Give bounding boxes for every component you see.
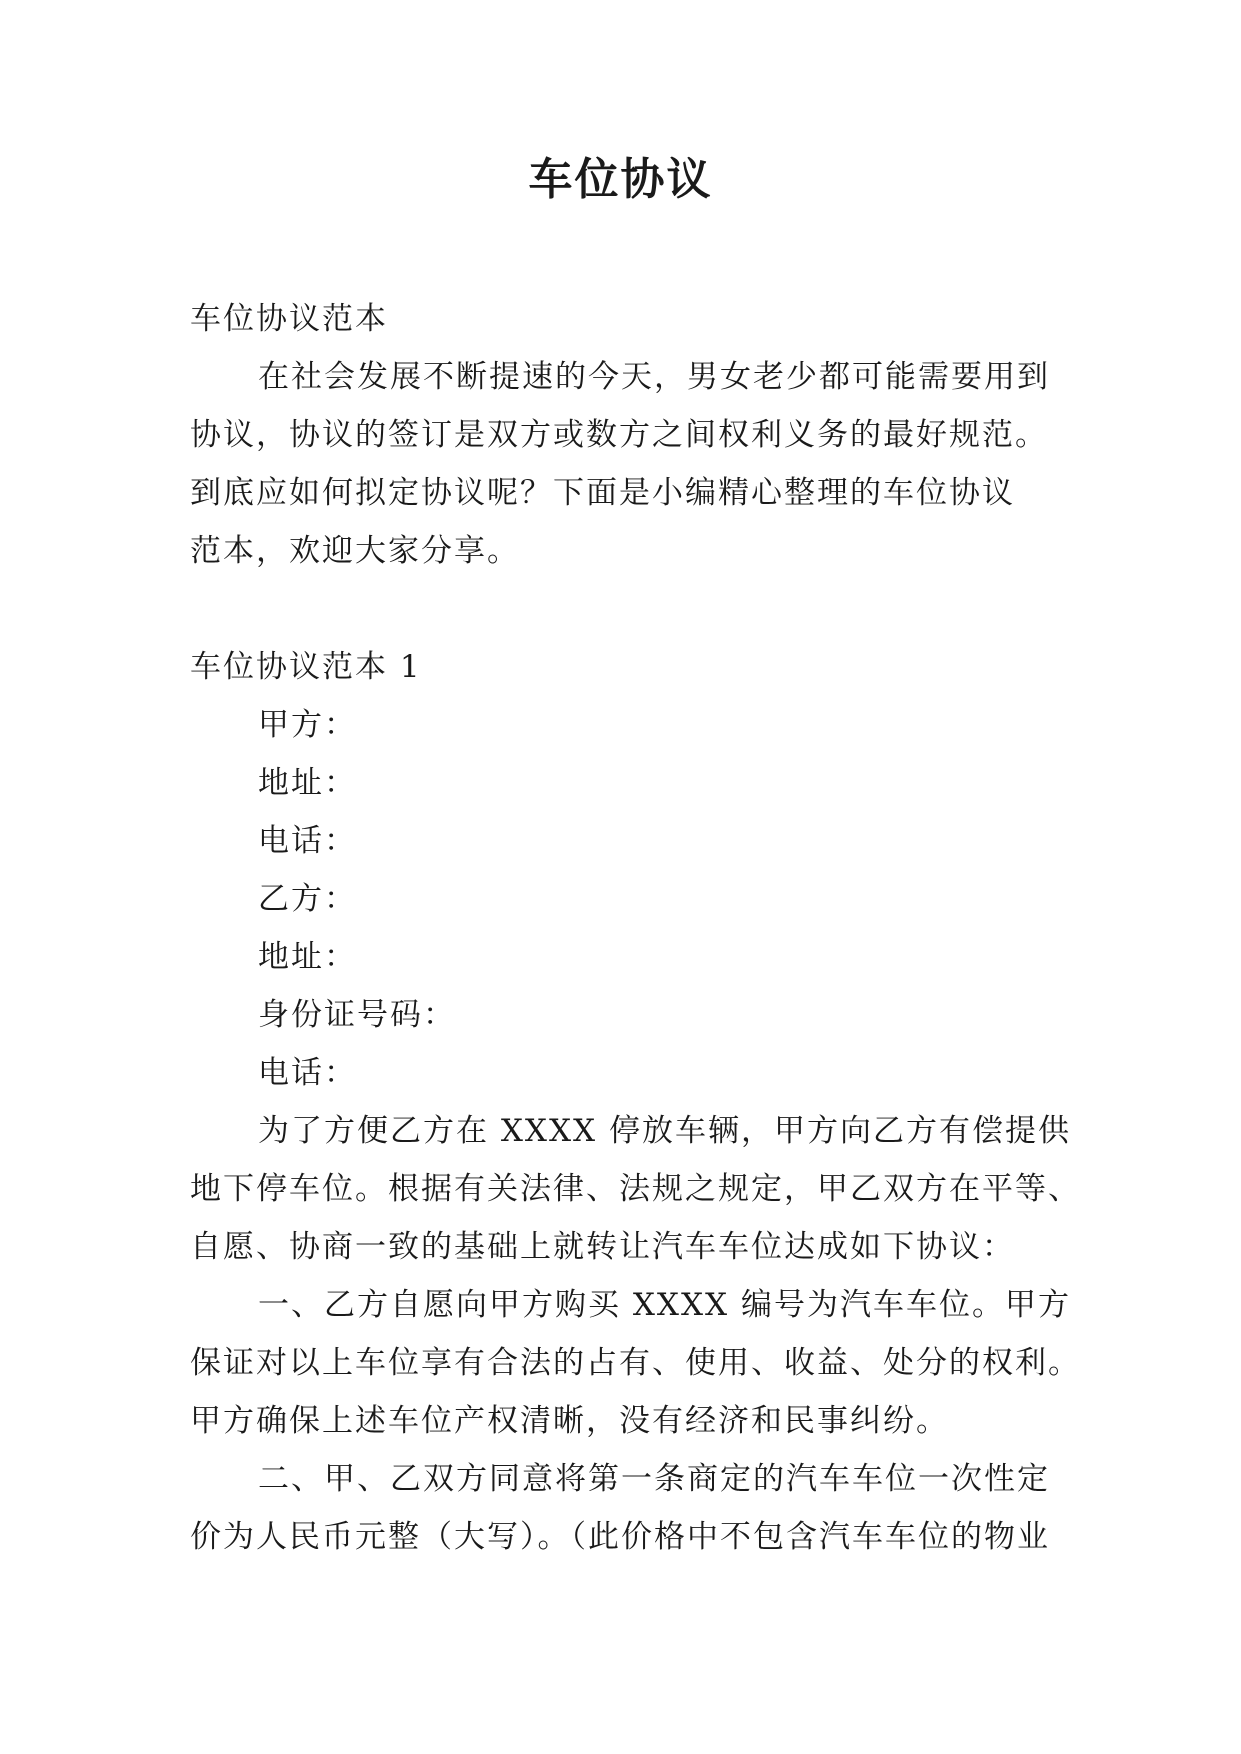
text-line: 地下停车位。根据有关法律、法规之规定，甲乙双方在平等、	[190, 1171, 1081, 1207]
text-line: 电话：	[258, 1055, 357, 1091]
text-line: 身份证号码：	[258, 997, 456, 1033]
text-line: 自愿、协商一致的基础上就转让汽车车位达成如下协议：	[190, 1229, 1015, 1265]
text-line: 保证对以上车位享有合法的占有、使用、收益、处分的权利。	[190, 1345, 1081, 1381]
blank-line	[190, 580, 1070, 638]
text-line: 甲方确保上述车位产权清晰，没有经济和民事纠纷。	[190, 1403, 949, 1439]
text-line: 二、甲、乙双方同意将第一条商定的汽车车位一次性定	[258, 1461, 1050, 1497]
text-line: 价为人民币元整（大写）。（此价格中不包含汽车车位的物业	[190, 1519, 1050, 1555]
text-line: 范本，欢迎大家分享。	[190, 533, 520, 569]
text-line: 地址：	[258, 765, 357, 801]
document-title: 车位协议	[528, 154, 713, 205]
text-line: 地址：	[258, 939, 357, 975]
text-line: 协议，协议的签订是双方或数方之间权利义务的最好规范。	[190, 417, 1048, 453]
text-line: 车位协议范本	[190, 301, 388, 337]
text-line: 到底应如何拟定协议呢？下面是小编精心整理的车位协议	[190, 475, 1015, 511]
text-line: 电话：	[258, 823, 357, 859]
text-line: 车位协议范本 1	[190, 649, 422, 685]
text-line: 乙方：	[258, 881, 357, 917]
text-line: 一、乙方自愿向甲方购买 XXXX 编号为汽车车位。甲方	[258, 1287, 1071, 1323]
text-line: 为了方便乙方在 XXXX 停放车辆，甲方向乙方有偿提供	[258, 1113, 1071, 1149]
text-line: 在社会发展不断提速的今天，男女老少都可能需要用到	[258, 359, 1050, 395]
text-line: 甲方：	[258, 707, 357, 743]
document-body	[190, 290, 1081, 1566]
